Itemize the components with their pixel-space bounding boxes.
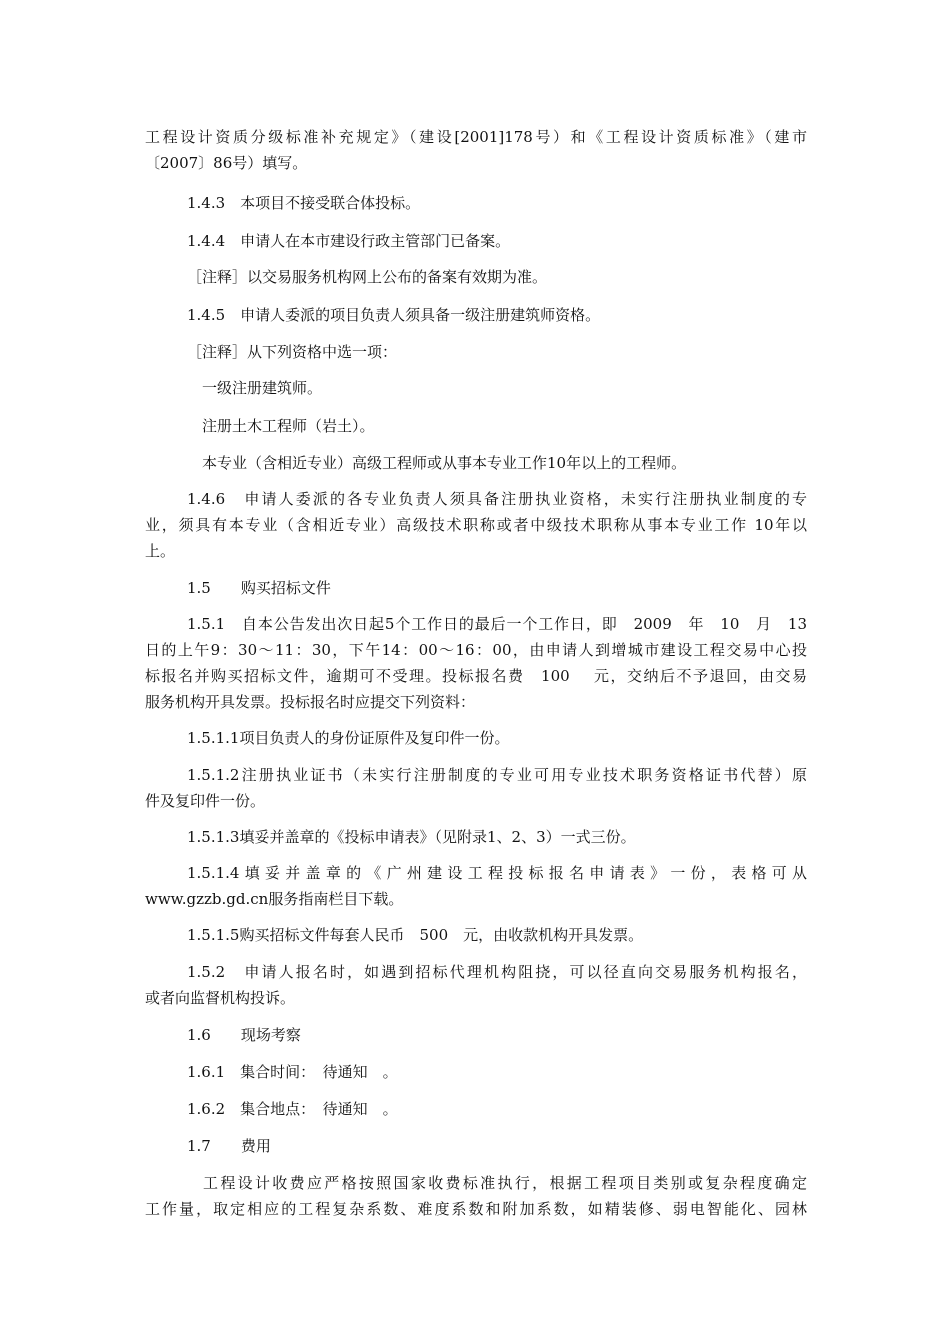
- text-line: 1.4.3 本项目不接受联合体投标。: [187, 194, 421, 212]
- text-line: 1.5 购买招标文件: [187, 579, 331, 597]
- text-line: 1.6.2 集合地点： 待通知 。: [187, 1100, 398, 1118]
- clause-1-4-4: [187, 228, 849, 254]
- text-line: 1.7 费用: [187, 1137, 271, 1155]
- note-select-qualification: [187, 339, 849, 365]
- text-line: 1.5.1.2注册执业证书（未实行注册制度的专业可用专业技术职务资格证书代替）原: [187, 766, 807, 784]
- fee-paragraph: [145, 1170, 807, 1222]
- clause-1-4-6: [145, 486, 807, 564]
- qualification-standard-paragraph: [145, 124, 807, 176]
- clause-1-4-3: [187, 190, 849, 216]
- text-line: 1.5.1 自本公告发出次日起5个工作日的最后一个工作日，即 2009 年 10 月 13: [187, 615, 807, 633]
- text-line: 1.4.6 申请人委派的各专业负责人须具备注册执业资格，未实行注册执业制度的专: [187, 490, 807, 508]
- text-line: 工程设计收费应严格按照国家收费标准执行，根据工程项目类别或复杂程度确定: [203, 1174, 807, 1192]
- text-line: 工作量，取定相应的工程复杂系数、难度系数和附加系数，如精装修、弱电智能化、园林: [145, 1200, 807, 1218]
- text-line: ［注释］从下列资格中选一项：: [187, 343, 398, 361]
- clause-1-5-1-2: [145, 762, 807, 814]
- clause-1-5-1-3: [187, 824, 849, 850]
- text-line: ［注释］以交易服务机构网上公布的备案有效期为准。: [187, 268, 548, 286]
- clause-1-5-2: [145, 959, 807, 1011]
- text-line: 业，须具有本专业（含相近专业）高级技术职称或者中级技术职称从事本专业工作 10年以: [145, 516, 807, 534]
- text-line: 1.5.1.1项目负责人的身份证原件及复印件一份。: [187, 729, 510, 747]
- option-first-class-architect: [202, 375, 864, 401]
- section-1-5-heading: [187, 575, 849, 601]
- text-line: 工程设计资质分级标准补充规定》（建设[2001]178号）和《工程设计资质标准》（建市: [145, 128, 807, 146]
- text-line: 1.6.1 集合时间： 待通知 。: [187, 1063, 398, 1081]
- text-line: 1.5.2 申请人报名时，如遇到招标代理机构阻挠，可以径直向交易服务机构报名，: [187, 963, 807, 981]
- clause-1-5-1: [145, 611, 807, 715]
- text-line: 标报名并购买招标文件，逾期可不受理。投标报名费 100 元，交纳后不予退回，由交易: [145, 667, 807, 685]
- text-line: 服务机构开具发票。投标报名时应提交下列资料：: [145, 693, 476, 711]
- text-line: 〔2007〕86号）填写。: [145, 154, 308, 172]
- text-line: 或者向监督机构投诉。: [145, 989, 296, 1007]
- clause-1-4-5: [187, 302, 849, 328]
- note-filing-validity: [187, 264, 849, 290]
- clause-1-5-1-4: [145, 860, 807, 912]
- clause-1-5-1-5: [187, 922, 849, 948]
- section-1-6-heading: [187, 1022, 849, 1048]
- clause-1-5-1-1: [187, 725, 849, 751]
- text-line: 本专业（含相近专业）高级工程师或从事本专业工作10年以上的工程师。: [202, 454, 687, 472]
- clause-1-6-2: [187, 1096, 849, 1122]
- text-line: 1.4.5 申请人委派的项目负责人须具备一级注册建筑师资格。: [187, 306, 601, 324]
- text-line: www.gzzb.gd.cn服务指南栏目下载。: [145, 890, 404, 908]
- text-line: 件及复印件一份。: [145, 792, 266, 810]
- clause-1-6-1: [187, 1059, 849, 1085]
- option-senior-engineer: [202, 450, 864, 476]
- text-line: 日的上午9：30～11：30，下午14：00～16：00，由申请人到增城市建设工程交易中心投: [145, 641, 807, 659]
- text-line: 1.6 现场考察: [187, 1026, 301, 1044]
- section-1-7-heading: [187, 1133, 849, 1159]
- text-line: 一级注册建筑师。: [202, 379, 323, 397]
- text-line: 上。: [145, 542, 176, 560]
- text-line: 1.5.1.5购买招标文件每套人民币 500 元，由收款机构开具发票。: [187, 926, 644, 944]
- text-line: 1.5.1.3填妥并盖章的《投标申请表》（见附录1、2、3）一式三份。: [187, 828, 636, 846]
- text-line: 1.4.4 申请人在本市建设行政主管部门已备案。: [187, 232, 511, 250]
- option-civil-engineer: [202, 413, 864, 439]
- text-line: 注册土木工程师（岩土）。: [202, 417, 375, 435]
- text-line: 1.5.1.4填妥并盖章的《广州建设工程投标报名申请表》一份，表格可从: [187, 864, 807, 882]
